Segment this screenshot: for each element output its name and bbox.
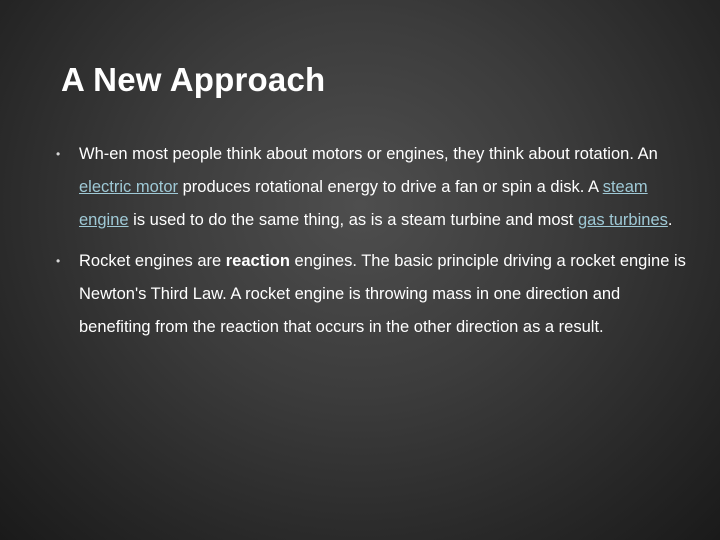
bold-term-reaction: reaction — [225, 252, 290, 270]
bullet-text: Rocket engines are — [79, 252, 226, 270]
bullet-text: . — [667, 211, 673, 229]
slide-title: A New Approach — [61, 61, 326, 98]
gas-turbines-link[interactable]: gas turbines — [577, 211, 668, 229]
bullet-item-rotation — [56, 138, 686, 237]
bullet-marker: • — [56, 254, 61, 268]
bullet-marker: • — [56, 147, 61, 161]
electric-motor-link[interactable]: electric motor — [79, 178, 179, 196]
bullet-item-reaction — [56, 245, 686, 344]
bullet-text: engines. The basic principle driving a rocket engine is Newton's Third Law. A rocket engine is throwing mass in one direction and benefiting from the reaction that occurs in the other direction as a result. — [79, 252, 686, 336]
bullet-text: is used to do the same thing, as is a steam turbine and most — [128, 211, 578, 229]
bullet-text: produces rotational energy to drive a fan or spin a disk. A — [178, 178, 603, 196]
bullet-text: Wh-en most people think about motors or engines, they think about rotation. An — [79, 145, 658, 163]
bullet-list — [56, 138, 686, 352]
steam-engine-link[interactable]: steam engine — [79, 178, 648, 229]
